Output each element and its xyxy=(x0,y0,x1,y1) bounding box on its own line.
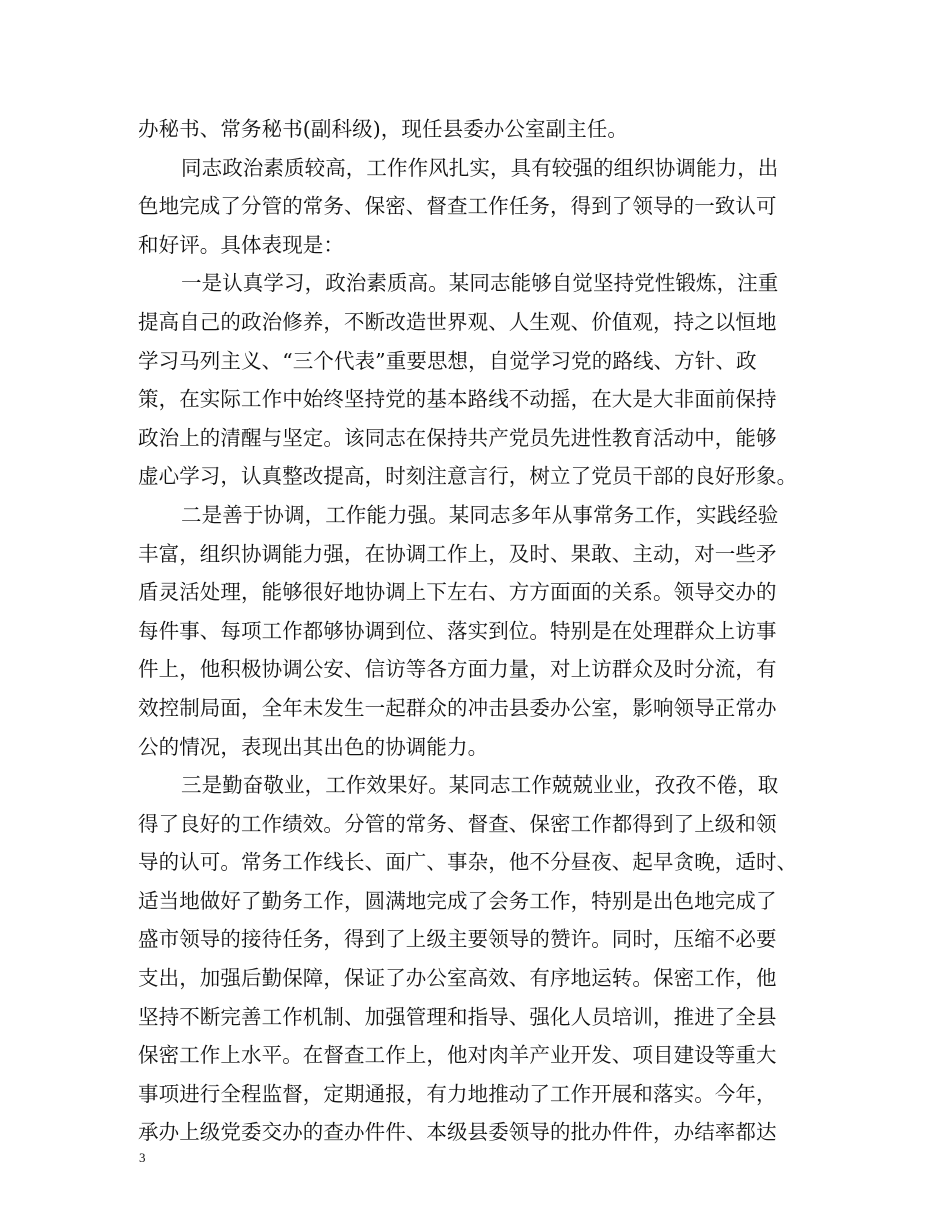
text-line: 学习马列主义、“三个代表”重要思想，自觉学习党的路线、方针、政 xyxy=(138,348,757,373)
text-line: 提高自己的政治修养，不断改造世界观、人生观、价值观，持之以恒地 xyxy=(138,309,777,334)
text-line: 盛市领导的接待任务，得到了上级主要领导的赞许。同时，压缩不必要 xyxy=(138,927,777,952)
text-line: 虚心学习，认真整改提高，时刻注意言行，树立了党员干部的良好形象。 xyxy=(138,464,798,489)
text-line: 同志政治素质较高，工作作风扎实，具有较强的组织协调能力，出 xyxy=(181,155,779,180)
body-text xyxy=(138,110,828,1152)
text-line: 坚持不断完善工作机制、加强管理和指导、强化人员培训，推进了全县 xyxy=(138,1004,777,1029)
text-line: 效控制局面，全年未发生一起群众的冲击县委办公室，影响领导正常办 xyxy=(138,695,777,720)
page-number: 3 xyxy=(139,1150,146,1165)
text-line: 承办上级党委交办的查办件件、本级县委领导的批办件件，办结率都达 xyxy=(138,1120,777,1145)
text-line: 适当地做好了勤务工作，圆满地完成了会务工作，特别是出色地完成了 xyxy=(138,888,777,913)
text-line: 一是认真学习，政治素质高。某同志能够自觉坚持党性锻炼，注重 xyxy=(181,271,779,296)
text-line: 导的认可。常务工作线长、面广、事杂，他不分昼夜、起早贪晚，适时、 xyxy=(138,850,798,875)
text-line: 办秘书、常务秘书(副科级)，现任县委办公室副主任。 xyxy=(138,117,628,141)
text-line: 盾灵活处理，能够很好地协调上下左右、方方面面的关系。领导交办的 xyxy=(138,580,777,605)
text-line: 策，在实际工作中始终坚持党的基本路线不动摇，在大是大非面前保持 xyxy=(138,387,777,412)
text-line: 保密工作上水平。在督查工作上，他对肉羊产业开发、项目建设等重大 xyxy=(138,1043,777,1068)
text-line: 政治上的清醒与坚定。该同志在保持共产党员先进性教育活动中，能够 xyxy=(138,425,777,450)
text-line: 得了良好的工作绩效。分管的常务、督查、保密工作都得到了上级和领 xyxy=(138,811,777,836)
text-line: 事项进行全程监督，定期通报，有力地推动了工作开展和落实。今年， xyxy=(138,1081,777,1106)
text-line: 二是善于协调，工作能力强。某同志多年从事常务工作，实践经验 xyxy=(181,502,779,527)
text-line: 丰富，组织协调能力强，在协调工作上，及时、果敢、主动，对一些矛 xyxy=(138,541,777,566)
text-line: 和好评。具体表现是： xyxy=(138,232,344,257)
text-line: 件上，他积极协调公安、信访等各方面力量，对上访群众及时分流，有 xyxy=(138,657,777,682)
text-line: 公的情况，表现出其出色的协调能力。 xyxy=(138,734,489,759)
text-line: 三是勤奋敬业，工作效果好。某同志工作兢兢业业，孜孜不倦，取 xyxy=(181,773,779,798)
text-line: 色地完成了分管的常务、保密、督查工作任务，得到了领导的一致认可 xyxy=(138,194,777,219)
text-line: 支出，加强后勤保障，保证了办公室高效、有序地运转。保密工作，他 xyxy=(138,966,777,991)
text-line: 每件事、每项工作都够协调到位、落实到位。特别是在处理群众上访事 xyxy=(138,618,777,643)
